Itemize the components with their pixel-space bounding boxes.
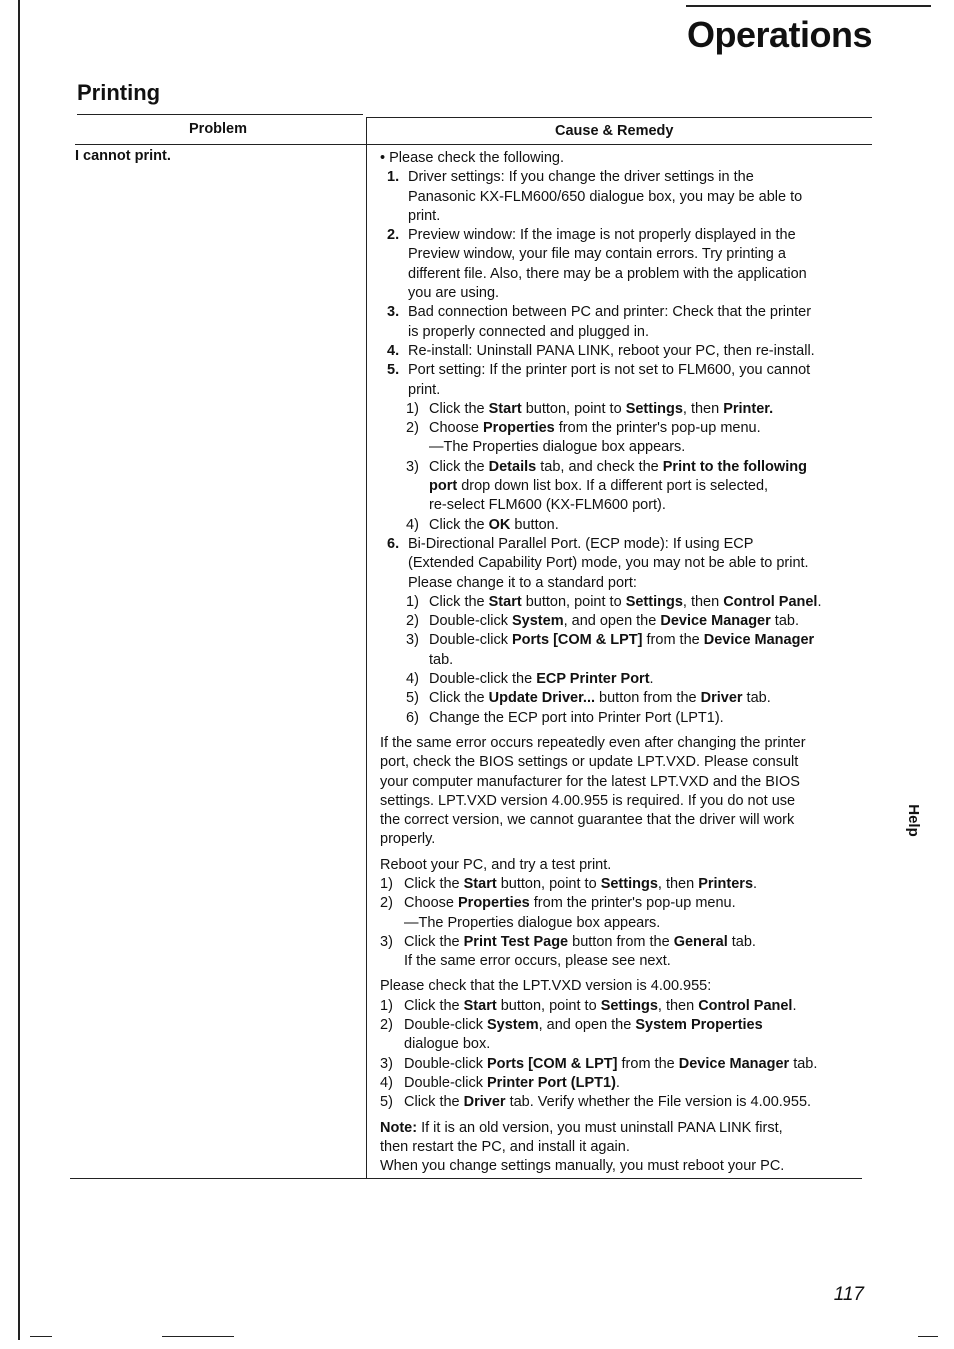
ui-term: Printer Port (LPT1) bbox=[487, 1074, 616, 1091]
item-3 bbox=[380, 303, 872, 322]
ui-term: Details bbox=[488, 458, 537, 475]
step-6-4: 4) Double-click the ECP Printer Port. bbox=[380, 670, 872, 689]
number-2: 2. bbox=[387, 227, 400, 244]
ui-term: Driver bbox=[463, 1094, 506, 1111]
ui-term: Properties bbox=[458, 895, 530, 912]
step-number: 2) bbox=[380, 1017, 393, 1034]
footer-rule-mid bbox=[162, 1336, 234, 1337]
scan-edge-line bbox=[18, 0, 20, 1340]
ui-term: System bbox=[512, 613, 564, 630]
ui-term: Settings bbox=[600, 997, 658, 1014]
table-top-rule-right bbox=[366, 117, 872, 118]
step-number: 5) bbox=[380, 1094, 393, 1111]
ui-term: Control Panel bbox=[723, 593, 818, 610]
step-6-6: 6) Change the ECP port into Printer Port (LPT1). bbox=[380, 709, 872, 728]
item-3-cont bbox=[380, 323, 872, 342]
step-number: 3) bbox=[406, 632, 419, 649]
note-block: Note: If it is an old version, you must uninstall PANA LINK first, then restart the PC, and install it again. When you change settings manually, you must reboot your PC. bbox=[380, 1119, 785, 1175]
ui-term: Properties bbox=[483, 420, 555, 437]
step-number: 1) bbox=[380, 997, 393, 1014]
bios-paragraph: If the same error occurs repeatedly even after changing the printer port, check the BIOS settings or update LPT.VXD. Please consult your computer manufacturer for the latest LPT.VXD and the BIOS settings. LPT.VXD version 4.00.955 is required. If you do not use the correct version, we cannot guarantee that the driver will work properly. bbox=[380, 734, 806, 848]
step-number: 6) bbox=[406, 709, 419, 726]
ui-term: Device Manager bbox=[703, 632, 815, 649]
problem-cell: I cannot print. bbox=[75, 148, 171, 164]
step-number: 2) bbox=[406, 613, 419, 630]
item-6-cont bbox=[380, 574, 872, 593]
item-5-line-b: print. bbox=[408, 381, 441, 398]
ui-term: Driver bbox=[700, 690, 743, 707]
note-label: Note: bbox=[380, 1119, 418, 1136]
step-6-1: 1) Click the Start button, point to Settings, then Control Panel. bbox=[380, 593, 872, 612]
version-step-4: 4) Double-click Printer Port (LPT1). bbox=[380, 1074, 872, 1093]
step-5-3-cont: re-select FLM600 (KX-FLM600 port). bbox=[429, 497, 666, 514]
item-3-line-a: Bad connection between PC and printer: Check that the printer bbox=[408, 304, 812, 321]
section-title: Printing bbox=[77, 80, 161, 105]
table-bottom-rule bbox=[70, 1178, 862, 1179]
step-number: 2) bbox=[406, 420, 419, 437]
step-6-3-cont: tab. bbox=[429, 651, 454, 668]
footer-rule-left bbox=[30, 1336, 52, 1337]
ui-term: Settings bbox=[625, 593, 683, 610]
help-side-tab bbox=[899, 800, 927, 840]
ui-term: Start bbox=[488, 593, 522, 610]
item-6-line-c: Please change it to a standard port: bbox=[408, 574, 637, 591]
step-5-3: 3) Click the Details tab, and check the Print to the following bbox=[380, 458, 872, 477]
remedy-cell bbox=[380, 149, 872, 1176]
item-4-line: Re-install: Uninstall PANA LINK, reboot your PC, then re-install. bbox=[408, 342, 815, 359]
ui-term: Start bbox=[463, 875, 497, 892]
item-2-line-a: Preview window: If the image is not properly displayed in the bbox=[408, 227, 796, 244]
test-step-3: 3) Click the Print Test Page button from the General tab. bbox=[380, 933, 872, 952]
item-6 bbox=[380, 535, 872, 554]
step-6-3: 3) Double-click Ports [COM & LPT] from the Device Manager bbox=[380, 631, 872, 650]
version-check-block: Please check that the LPT.VXD version is 4.00.955: 1) Click the Start button, point to Settings, then Control Panel. 2) Double-click System, and open the System Properties dialogue box. 3) Double-click Ports [COM & LPT] from the Device Manager tab. 4) Double-click Printer Port (LPT1). 5) Click the Driver tab. Verify whether the File version is 4.00.955. bbox=[380, 977, 872, 1112]
item-1-line-c: print. bbox=[408, 207, 441, 224]
item-2-cont bbox=[380, 284, 872, 303]
page-title: Operations bbox=[686, 14, 872, 55]
item-5 bbox=[380, 361, 872, 380]
ui-term: Start bbox=[463, 997, 497, 1014]
item-3-line-b: is properly connected and plugged in. bbox=[408, 323, 650, 340]
item-6-cont bbox=[380, 554, 872, 573]
step-number: 1) bbox=[406, 400, 419, 417]
item-5-line-a: Port setting: If the printer port is not set to FLM600, you cannot bbox=[408, 362, 811, 379]
number-4: 4. bbox=[387, 342, 400, 359]
intro-text: Please check the following. bbox=[389, 150, 565, 166]
step-6-2: 2) Double-click System, and open the Device Manager tab. bbox=[380, 612, 872, 631]
ui-term: Ports [COM & LPT] bbox=[487, 1055, 618, 1072]
step-number: 4) bbox=[406, 516, 419, 533]
ui-term: Device Manager bbox=[660, 613, 771, 630]
item-6-line-b: (Extended Capability Port) mode, you may not be able to print. bbox=[408, 555, 809, 572]
ui-term: Device Manager bbox=[678, 1055, 790, 1072]
item-5-cont bbox=[380, 381, 872, 400]
version-step-2-cont: dialogue box. bbox=[404, 1036, 491, 1053]
ui-term: Start bbox=[488, 400, 522, 417]
test-print-block: Reboot your PC, and try a test print. 1) Click the Start button, point to Settings, then Printers. 2) Choose Properties from the printer's pop-up menu. —The Properties dialogue box appears. 3) Click the Print Test Page button from the General tab. If the same error occurs, please see next. bbox=[380, 856, 872, 972]
item-2-cont bbox=[380, 265, 872, 284]
column-divider bbox=[366, 117, 367, 1178]
step-6-5: 5) Click the Update Driver... button from the Driver tab. bbox=[380, 689, 872, 708]
number-3: 3. bbox=[387, 304, 400, 321]
version-step-5: 5) Click the Driver tab. Verify whether the File version is 4.00.955. bbox=[380, 1093, 872, 1112]
item-6-line-a: Bi-Directional Parallel Port. (ECP mode): If using ECP bbox=[408, 535, 754, 552]
page-number: 117 bbox=[833, 1284, 864, 1305]
ui-term: OK bbox=[488, 516, 511, 533]
step-number: 3) bbox=[380, 933, 393, 950]
test-step-2-cont: —The Properties dialogue box appears. bbox=[404, 914, 661, 931]
ui-term: System Properties bbox=[635, 1017, 763, 1034]
help-tab-label: Help bbox=[904, 803, 922, 837]
column-header-remedy: Cause & Remedy bbox=[555, 123, 674, 139]
item-1 bbox=[380, 168, 872, 187]
header-bottom-rule bbox=[75, 144, 872, 145]
top-right-rule bbox=[686, 5, 931, 7]
intro-line: • Please check the following. bbox=[380, 150, 565, 166]
step-number: 5) bbox=[406, 690, 419, 707]
number-6: 6. bbox=[387, 535, 400, 552]
step-number: 1) bbox=[380, 875, 393, 892]
step-number: 2) bbox=[380, 895, 393, 912]
ui-term: port bbox=[429, 478, 458, 495]
item-1-cont bbox=[380, 188, 872, 207]
test-step-3-cont: If the same error occurs, please see next. bbox=[404, 953, 671, 970]
number-5: 5. bbox=[387, 362, 400, 379]
ui-term: General bbox=[673, 933, 728, 950]
ui-term: Settings bbox=[625, 400, 683, 417]
ui-term: Print to the following bbox=[662, 458, 807, 475]
item-4 bbox=[380, 342, 872, 361]
item-2-cont bbox=[380, 245, 872, 264]
ui-term: Settings bbox=[600, 875, 658, 892]
ui-term: Ports [COM & LPT] bbox=[512, 632, 643, 649]
ui-term: Update Driver... bbox=[488, 690, 596, 707]
step-5-4: 4) Click the OK button. bbox=[380, 516, 872, 535]
ui-term: System bbox=[487, 1017, 539, 1034]
step-5-2: 2) Choose Properties from the printer's pop-up menu. bbox=[380, 419, 872, 438]
ui-term: ECP Printer Port bbox=[536, 671, 650, 688]
step-number: 3) bbox=[380, 1055, 393, 1072]
item-2-line-c: different file. Also, there may be a problem with the application bbox=[408, 265, 807, 282]
table-top-rule bbox=[77, 114, 363, 115]
step-5-1: 1) Click the Start button, point to Settings, then Printer. bbox=[380, 400, 872, 419]
item-1-line-a: Driver settings: If you change the driver settings in the bbox=[408, 169, 754, 186]
item-1-line-b: Panasonic KX-FLM600/650 dialogue box, you may be able to bbox=[408, 188, 803, 205]
item-1-cont bbox=[380, 207, 872, 226]
ui-term: Control Panel bbox=[698, 997, 793, 1014]
step-number: 4) bbox=[406, 671, 419, 688]
step-5-2-cont: —The Properties dialogue box appears. bbox=[429, 439, 686, 456]
item-2 bbox=[380, 226, 872, 245]
ui-term: Printer. bbox=[723, 400, 774, 417]
test-step-2: 2) Choose Properties from the printer's pop-up menu. bbox=[380, 894, 872, 913]
step-number: 3) bbox=[406, 458, 419, 475]
step-number: 4) bbox=[380, 1074, 393, 1091]
item-2-line-b: Preview window, your file may contain errors. Try printing a bbox=[408, 246, 786, 263]
step-5-3-cont: port drop down list box. If a different port is selected, bbox=[429, 478, 769, 495]
ui-term: Printers bbox=[698, 875, 754, 892]
version-step-1: 1) Click the Start button, point to Settings, then Control Panel. bbox=[380, 997, 872, 1016]
ui-term: Print Test Page bbox=[463, 933, 569, 950]
test-step-1: 1) Click the Start button, point to Settings, then Printers. bbox=[380, 875, 872, 894]
step-number: 1) bbox=[406, 593, 419, 610]
version-step-3: 3) Double-click Ports [COM & LPT] from the Device Manager tab. bbox=[380, 1055, 872, 1074]
column-header-problem: Problem bbox=[189, 121, 248, 137]
item-2-line-d: you are using. bbox=[408, 285, 500, 302]
footer-rule-right bbox=[918, 1336, 938, 1337]
version-step-2: 2) Double-click System, and open the System Properties bbox=[380, 1016, 872, 1035]
number-1: 1. bbox=[387, 169, 400, 186]
